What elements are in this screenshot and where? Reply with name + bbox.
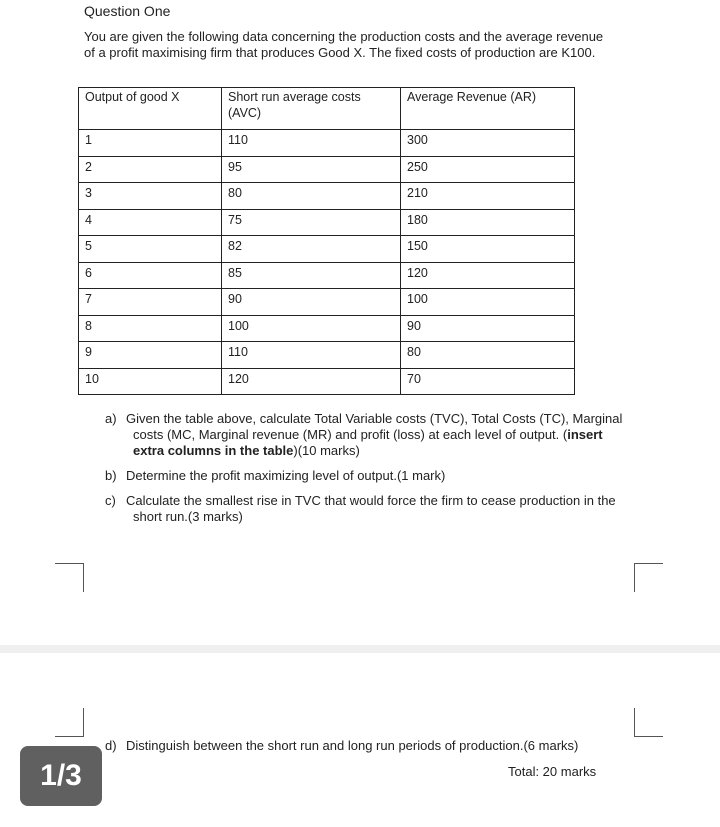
page-indicator: 1/3	[20, 746, 102, 806]
crop-mark-bottom-left	[55, 708, 84, 737]
avc-cell: 95	[222, 156, 401, 183]
output-cell: 3	[79, 183, 222, 210]
table-row	[79, 368, 575, 395]
output-cell: 6	[79, 262, 222, 289]
question-intro: You are given the following data concerning the production costs and the average revenue of a profit maximising firm that produces Good X. The fixed costs of production are K100.	[84, 29, 604, 60]
ar-cell: 150	[401, 236, 575, 263]
data-table	[78, 87, 575, 395]
output-cell: 7	[79, 289, 222, 316]
total-marks: Total: 20 marks	[508, 764, 597, 779]
question-list	[105, 411, 635, 534]
question-b-text: Determine the profit maximizing level of output.(1 mark)	[126, 468, 446, 483]
avc-cell: 110	[222, 342, 401, 369]
output-cell: 2	[79, 156, 222, 183]
ar-cell: 100	[401, 289, 575, 316]
crop-mark-top-left	[55, 563, 84, 592]
output-cell: 5	[79, 236, 222, 263]
output-cell: 9	[79, 342, 222, 369]
ar-cell: 120	[401, 262, 575, 289]
header-output: Output of good X	[79, 88, 222, 130]
table-row	[79, 156, 575, 183]
question-d-label: d)	[105, 738, 117, 753]
crop-mark-bottom-right	[634, 708, 663, 737]
avc-cell: 110	[222, 130, 401, 157]
ar-cell: 250	[401, 156, 575, 183]
question-a	[105, 411, 635, 459]
output-cell: 10	[79, 368, 222, 395]
table-row	[79, 130, 575, 157]
table-header-row	[79, 88, 575, 130]
question-b-label: b)	[105, 468, 117, 483]
question-a-text-part: Given the table above, calculate Total Variable costs (TVC), Total Costs (TC), Marginal costs (MC, Marginal revenue (MR) and profit (loss) at each level of output. (	[126, 411, 623, 442]
table-row	[79, 183, 575, 210]
table-row	[79, 209, 575, 236]
header-ar: Average Revenue (AR)	[401, 88, 575, 130]
ar-cell: 300	[401, 130, 575, 157]
question-c-label: c)	[105, 493, 116, 508]
question-a-label: a)	[105, 411, 117, 426]
ar-cell: 90	[401, 315, 575, 342]
output-cell: 4	[79, 209, 222, 236]
ar-cell: 180	[401, 209, 575, 236]
question-b	[105, 468, 635, 484]
page-break	[0, 645, 720, 653]
question-d	[105, 738, 686, 753]
table-row	[79, 262, 575, 289]
header-avc: Short run average costs (AVC)	[222, 88, 401, 130]
avc-cell: 75	[222, 209, 401, 236]
question-a-bold-instruction: insert extra columns in the table	[133, 427, 603, 458]
question-title: Question One	[84, 3, 171, 19]
ar-cell: 70	[401, 368, 575, 395]
question-c	[105, 493, 635, 525]
output-cell: 1	[79, 130, 222, 157]
avc-cell: 85	[222, 262, 401, 289]
table-row	[79, 315, 575, 342]
table-row	[79, 289, 575, 316]
question-d-text: Distinguish between the short run and long run periods of production.(6 marks)	[126, 738, 579, 753]
avc-cell: 82	[222, 236, 401, 263]
question-a-marks: )(10 marks)	[293, 443, 360, 458]
table-row	[79, 342, 575, 369]
table-row	[79, 236, 575, 263]
avc-cell: 100	[222, 315, 401, 342]
crop-mark-top-right	[634, 563, 663, 592]
avc-cell: 90	[222, 289, 401, 316]
question-a-text	[126, 411, 635, 459]
question-c-text: Calculate the smallest rise in TVC that would force the firm to cease production in the short run.(3 marks)	[126, 493, 616, 524]
avc-cell: 80	[222, 183, 401, 210]
avc-cell: 120	[222, 368, 401, 395]
output-cell: 8	[79, 315, 222, 342]
ar-cell: 80	[401, 342, 575, 369]
ar-cell: 210	[401, 183, 575, 210]
